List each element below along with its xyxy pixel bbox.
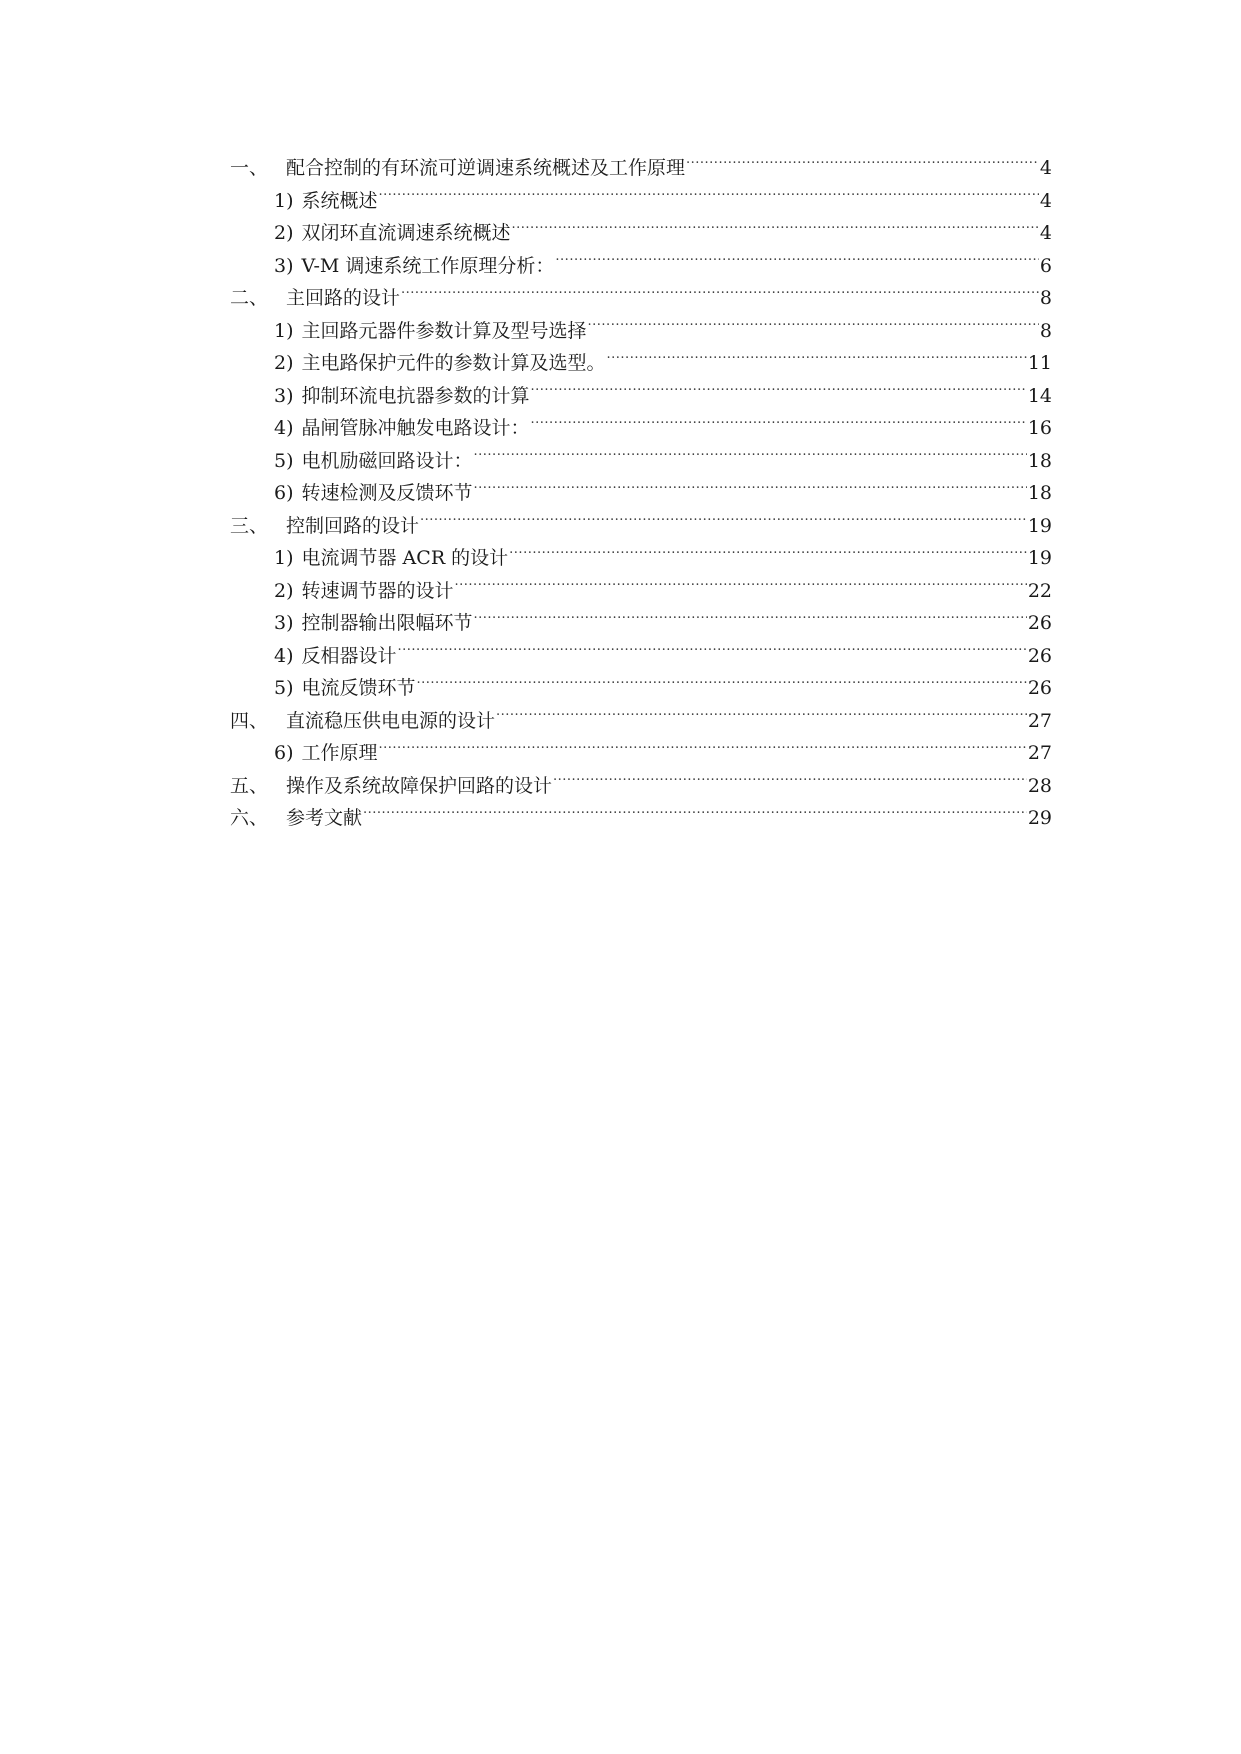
toc-entry[interactable]: [230, 640, 1052, 673]
toc-entry-title: 转速检测及反馈环节: [301, 482, 473, 504]
toc-entry-number: 2): [274, 352, 294, 374]
dot-leader: [553, 773, 1027, 792]
toc-entry[interactable]: [230, 542, 1052, 575]
toc-entry-title: 抑制环流电抗器参数的计算: [301, 384, 530, 407]
toc-entry-number: 五、: [230, 774, 269, 797]
toc-entry-page: 18: [1027, 482, 1052, 504]
toc-entry[interactable]: [230, 152, 1052, 185]
toc-entry-page: 4: [1039, 157, 1052, 179]
toc-entry-title: V-M 调速系统工作原理分析：: [301, 254, 555, 277]
toc-entry-number: 一、: [230, 157, 269, 179]
toc-entry-number: 2): [274, 579, 294, 602]
toc-entry-page: 19: [1027, 547, 1052, 569]
toc-entry-number: 四、: [230, 709, 269, 732]
toc-entry-page: 28: [1027, 774, 1052, 797]
dot-leader: [512, 220, 1039, 239]
dot-leader: [420, 513, 1027, 532]
toc-entry-page: 26: [1027, 677, 1052, 699]
toc-entry-title: 控制器输出限幅环节: [301, 612, 473, 634]
toc-entry-page: 26: [1027, 612, 1052, 634]
toc-entry[interactable]: [230, 445, 1052, 478]
toc-entry-title: 电机励磁回路设计：: [301, 449, 473, 472]
dot-leader: [363, 805, 1027, 824]
toc-entry-page: 16: [1027, 417, 1052, 439]
toc-entry-title: 参考文献: [286, 807, 363, 829]
toc-entry-title: 双闭环直流调速系统概述: [301, 222, 511, 244]
toc-entry[interactable]: [230, 217, 1052, 250]
toc-entry-number: 二、: [230, 287, 269, 309]
toc-entry-number: 6): [274, 742, 294, 764]
dot-leader: [607, 350, 1027, 369]
toc-entry-title: 晶闸管脉冲触发电路设计：: [301, 417, 530, 439]
dot-leader: [455, 578, 1027, 597]
dot-leader: [686, 155, 1039, 174]
dot-leader: [474, 448, 1027, 467]
toc-entry-page: 4: [1039, 189, 1052, 212]
dot-leader: [531, 415, 1027, 434]
toc-entry-number: 4): [274, 417, 294, 439]
dot-leader: [555, 253, 1038, 272]
toc-entry-title: 工作原理: [301, 742, 378, 764]
toc-entry-number: 6): [274, 482, 294, 504]
dot-leader: [417, 675, 1027, 694]
toc-entry-page: 27: [1027, 709, 1052, 732]
toc-entry[interactable]: [230, 737, 1052, 770]
toc-entry[interactable]: [230, 510, 1052, 543]
toc-entry-number: 5): [274, 677, 294, 699]
toc-entry-number: 3): [274, 254, 294, 277]
toc-entry[interactable]: [230, 802, 1052, 835]
toc-entry-page: 6: [1039, 254, 1052, 277]
toc-entry-title: 控制回路的设计: [286, 514, 420, 537]
toc-entry-number: 1): [274, 189, 294, 212]
toc-entry-title: 反相器设计: [301, 644, 397, 667]
toc-entry-page: 8: [1039, 319, 1052, 342]
toc-entry-title: 转速调节器的设计: [301, 579, 454, 602]
dot-leader: [474, 610, 1027, 629]
toc-entry-number: 5): [274, 449, 294, 472]
toc-entry-number: 六、: [230, 807, 269, 829]
toc-entry[interactable]: [230, 282, 1052, 315]
toc-entry-page: 14: [1027, 384, 1052, 407]
toc-entry-page: 8: [1039, 287, 1052, 309]
dot-leader: [531, 383, 1027, 402]
toc-entry-page: 27: [1027, 742, 1052, 764]
dot-leader: [379, 188, 1039, 207]
dot-leader: [509, 545, 1027, 564]
toc-entry-page: 4: [1039, 222, 1052, 244]
dot-leader: [401, 285, 1039, 304]
toc-entry-number: 1): [274, 319, 294, 342]
toc-entry-page: 26: [1027, 644, 1052, 667]
toc-entry-number: 1): [274, 547, 294, 569]
toc-entry-number: 4): [274, 644, 294, 667]
toc-entry-page: 29: [1027, 807, 1052, 829]
toc-entry[interactable]: [230, 705, 1052, 738]
toc-entry-number: 三、: [230, 514, 269, 537]
dot-leader: [398, 643, 1027, 662]
toc-entry[interactable]: [230, 672, 1052, 705]
toc-entry-title: 直流稳压供电电源的设计: [286, 709, 496, 732]
toc-entry-title: 系统概述: [301, 189, 378, 212]
toc-entry[interactable]: [230, 315, 1052, 348]
toc-entry-number: 3): [274, 384, 294, 407]
toc-entry[interactable]: [230, 380, 1052, 413]
toc-entry[interactable]: [230, 250, 1052, 283]
toc-entry-title: 主回路的设计: [286, 287, 401, 309]
dot-leader: [496, 708, 1027, 727]
toc-entry[interactable]: [230, 185, 1052, 218]
dot-leader: [588, 318, 1039, 337]
toc-entry-number: 3): [274, 612, 294, 634]
toc-entry-title: 配合控制的有环流可逆调速系统概述及工作原理: [286, 157, 686, 179]
toc-entry-title: 主电路保护元件的参数计算及选型。: [301, 352, 606, 374]
toc-entry[interactable]: [230, 477, 1052, 510]
toc-entry-title: 操作及系统故障保护回路的设计: [286, 774, 553, 797]
toc-entry-title: 主回路元器件参数计算及型号选择: [301, 319, 587, 342]
toc-entry-page: 22: [1027, 579, 1052, 602]
toc-entry-page: 19: [1027, 514, 1052, 537]
table-of-contents: [230, 152, 1052, 835]
toc-entry[interactable]: [230, 607, 1052, 640]
toc-entry[interactable]: [230, 412, 1052, 445]
toc-entry[interactable]: [230, 575, 1052, 608]
toc-entry-number: 2): [274, 222, 294, 244]
dot-leader: [474, 480, 1027, 499]
toc-entry[interactable]: [230, 347, 1052, 380]
toc-entry-page: 18: [1027, 449, 1052, 472]
dot-leader: [379, 740, 1027, 759]
toc-entry-title: 电流反馈环节: [301, 677, 416, 699]
toc-entry-title: 电流调节器 ACR 的设计: [301, 547, 509, 569]
toc-entry[interactable]: [230, 770, 1052, 803]
toc-entry-page: 11: [1027, 352, 1052, 374]
